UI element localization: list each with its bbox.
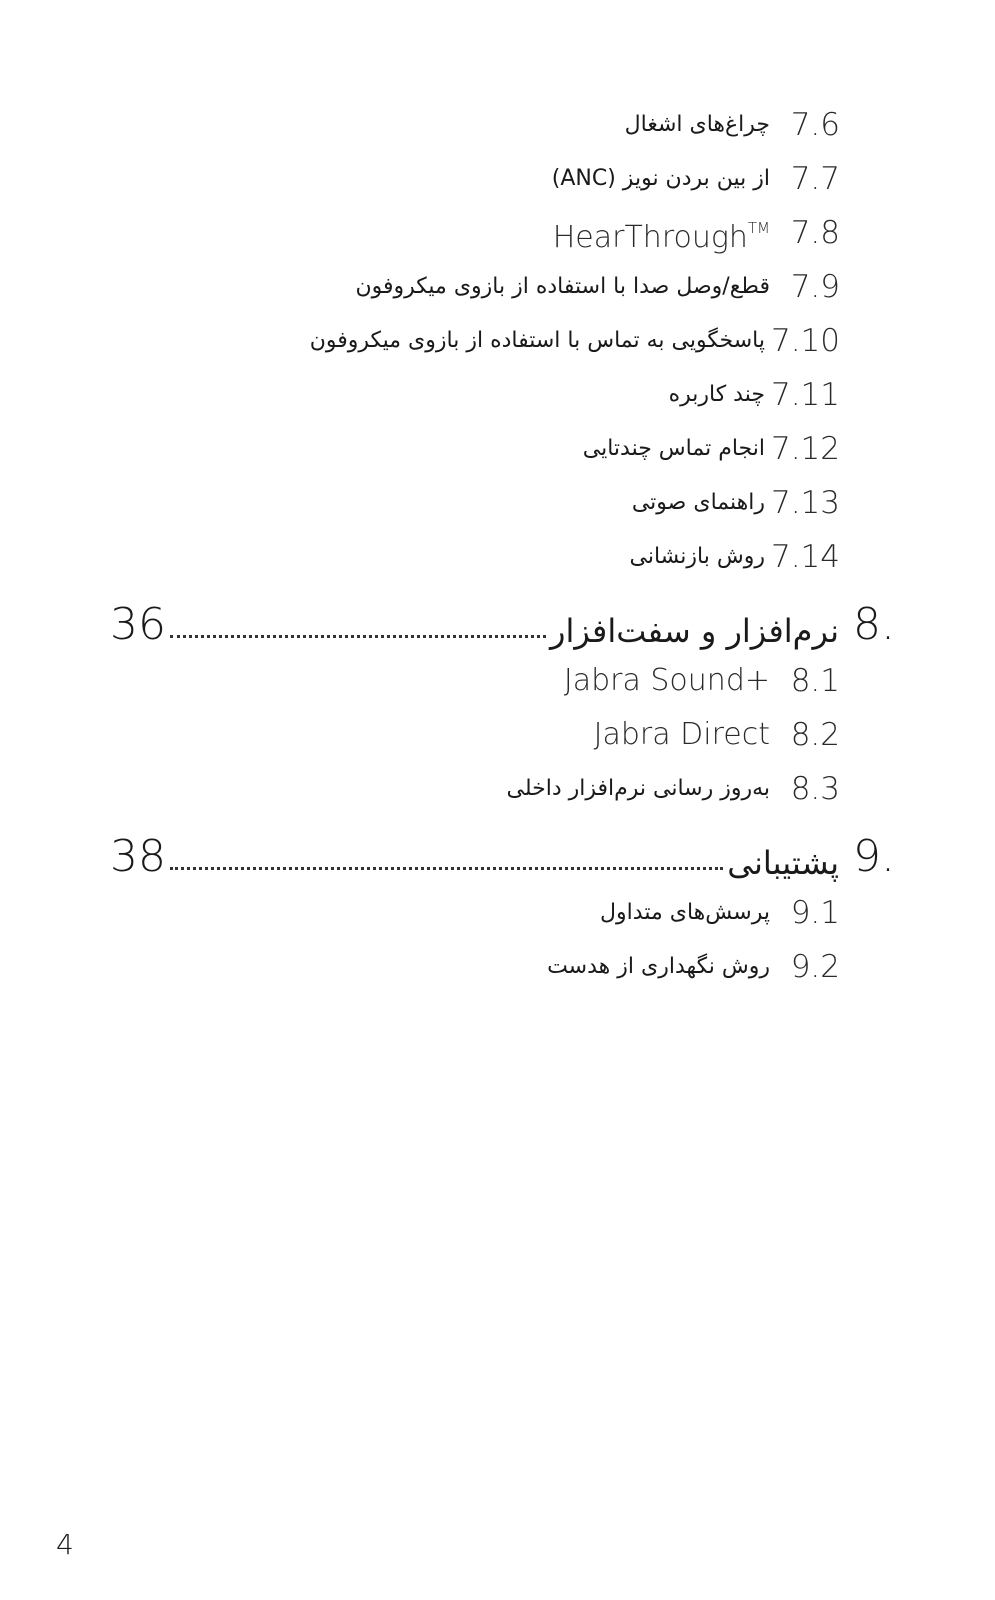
toc-entry-number: 7.8 [790,215,840,251]
chapter-title: نرم‌افزار و سفت‌افزار [550,612,840,650]
toc-entry-label: انجام تماس چندتایی [582,436,765,461]
toc-entry-label: پرسش‌های متداول [600,900,770,925]
toc-entry-label: چند کاربره [668,382,765,407]
toc-entry-number: 7.10 [770,323,840,359]
toc-entry-7-8[interactable] [553,213,840,253]
toc-entry-label: از بین بردن نویز (ANC) [551,166,770,191]
toc-entry-label: قطع/وصل صدا با استفاده از بازوی میکروفون [355,274,770,299]
toc-entry-number: 7.7 [790,161,840,197]
toc-entry-label: Jabra Sound+ [563,663,770,698]
toc-entry-7-14[interactable] [630,537,841,577]
dot-leader [170,867,723,870]
toc-entry-7-11[interactable] [669,375,840,415]
toc-entry-8-1[interactable] [564,661,840,701]
toc-entry-number: 7.9 [790,269,840,305]
toc-entry-number: 8.2 [790,717,840,753]
toc-entry-number: 7.12 [770,431,840,467]
toc-entry-label [553,208,770,258]
toc-entry-label: به‌روز رسانی نرم‌افزار داخلی [506,776,770,801]
toc-entry-8-3[interactable] [506,769,840,809]
toc-entry-number: 9.2 [790,949,840,985]
toc-entry-number: 7.14 [770,539,840,575]
toc-entry-8-2[interactable] [594,715,840,755]
dot-leader [170,635,546,638]
chapter-number: 8. [853,599,895,650]
toc-entry-7-6[interactable] [625,105,840,145]
toc-entry-7-7[interactable] [552,159,840,199]
toc-entry-label: چراغ‌های اشغال [624,112,770,137]
toc-entry-label: روش بازنشانی [629,544,765,569]
chapter-number: 9. [853,831,895,882]
chapter-page-number: 36 [110,599,166,650]
trademark-mark: TM [747,219,770,237]
toc-entry-number: 9.1 [790,895,840,931]
toc-entry-7-13[interactable] [632,483,840,523]
toc-entry-label: پاسخگویی به تماس با استفاده از بازوی میکروفون [309,328,765,353]
toc-entry-number: 7.13 [770,485,840,521]
toc-entry-7-12[interactable] [583,429,840,469]
toc-entry-9-1[interactable] [600,893,840,933]
toc-entry-number: 8.3 [790,771,840,807]
toc-entry-label: روش نگهداری از هدست [547,954,770,979]
toc-entry-number: 7.11 [770,377,840,413]
toc-chapter-9[interactable] [110,826,895,882]
toc-entry-label: راهنمای صوتی [631,490,765,515]
chapter-title: پشتیبانی [727,844,840,882]
chapter-page-number: 38 [110,831,166,882]
toc-entry-number: 7.6 [790,107,840,143]
toc-entry-label: Jabra Direct [593,717,770,752]
toc-chapter-8[interactable] [110,594,895,650]
toc-entry-7-10[interactable] [310,321,840,361]
toc-entry-7-9[interactable] [355,267,840,307]
toc-entry-9-2[interactable] [547,947,840,987]
toc-entry-label-text: HearThrough [552,220,748,255]
page-number: 4 [56,1528,74,1561]
toc-entry-number: 8.1 [790,663,840,699]
